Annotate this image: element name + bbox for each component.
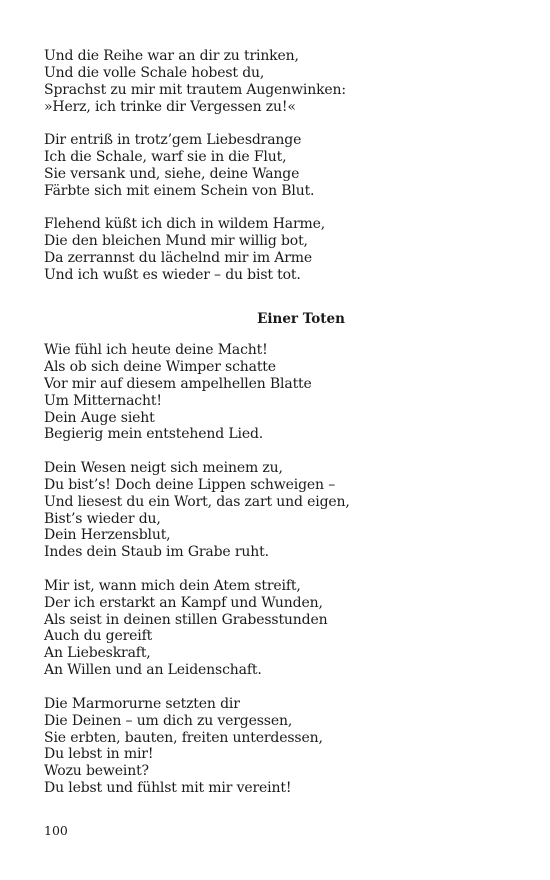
verse-line: Du lebst und fühlst mit mir vereint! bbox=[44, 780, 292, 797]
verse-line: Dir entriß in trotz’gem Liebesdrange bbox=[44, 132, 302, 149]
verse-line: Und ich wußt es wieder – du bist tot. bbox=[44, 266, 301, 283]
verse-line: Der ich erstarkt an Kampf und Wunden, bbox=[44, 594, 323, 611]
verse-line: Dein Auge sieht bbox=[44, 409, 155, 426]
verse-line: Und die Reihe war an dir zu trinken, bbox=[44, 48, 299, 64]
verse-line: An Willen und an Leidenschaft. bbox=[44, 662, 262, 679]
verse-line: Wozu beweint? bbox=[44, 763, 149, 780]
verse-line: Auch du gereift bbox=[44, 628, 153, 645]
verse-line: An Liebeskraft, bbox=[44, 645, 151, 662]
verse-line: Begierig mein entstehend Lied. bbox=[44, 426, 264, 443]
stanza-5 bbox=[44, 460, 514, 561]
verse-line: Du bist’s! Doch deine Lippen schweigen – bbox=[44, 476, 336, 493]
verse-line: Bist’s wieder du, bbox=[44, 510, 161, 527]
verse-line: Vor mir auf diesem ampelhellen Blatte bbox=[44, 375, 312, 392]
verse-line: Die Deinen – um dich zu vergessen, bbox=[44, 712, 293, 729]
verse-line: Mir ist, wann mich dein Atem streift, bbox=[44, 577, 301, 594]
verse-line: Und die volle Schale hobest du, bbox=[44, 64, 265, 81]
verse-line: Färbte sich mit einem Schein von Blut. bbox=[44, 182, 315, 199]
verse-line: Dein Herzensblut, bbox=[44, 527, 171, 544]
stanza-1 bbox=[44, 48, 514, 116]
stanza-3 bbox=[44, 216, 514, 284]
verse-line: »Herz, ich trinke dir Vergessen zu!« bbox=[44, 98, 296, 115]
stanza-7 bbox=[44, 696, 514, 797]
verse-line: Sie erbten, bauten, freiten unterdessen, bbox=[44, 729, 323, 746]
book-page bbox=[44, 48, 514, 814]
stanza-4 bbox=[44, 342, 514, 443]
verse-line: Als ob sich deine Wimper schatte bbox=[44, 358, 276, 375]
page-number: 100 bbox=[44, 823, 68, 838]
verse-line: Indes dein Staub im Grabe ruht. bbox=[44, 544, 269, 561]
verse-line: Ich die Schale, warf sie in die Flut, bbox=[44, 149, 287, 166]
verse-line: Die Marmorurne setzten dir bbox=[44, 695, 240, 712]
verse-line: Und liesest du ein Wort, das zart und eigen, bbox=[44, 493, 350, 510]
stanza-6 bbox=[44, 578, 514, 679]
verse-line: Wie fühl ich heute deine Macht! bbox=[44, 341, 268, 358]
verse-line: Um Mitternacht! bbox=[44, 392, 162, 409]
verse-line: Flehend küßt ich dich in wildem Harme, bbox=[44, 216, 326, 233]
poem-title: Einer Toten bbox=[257, 310, 345, 327]
verse-line: Da zerrannst du lächelnd mir im Arme bbox=[44, 250, 313, 267]
verse-line: Als seist in deinen stillen Grabesstunden bbox=[44, 611, 328, 628]
verse-line: Die den bleichen Mund mir willig bot, bbox=[44, 233, 308, 250]
verse-line: Sprachst zu mir mit trautem Augenwinken: bbox=[44, 81, 346, 98]
verse-line: Sie versank und, siehe, deine Wange bbox=[44, 165, 300, 182]
verse-line: Du lebst in mir! bbox=[44, 746, 154, 763]
stanza-2 bbox=[44, 132, 514, 200]
verse-line: Dein Wesen neigt sich meinem zu, bbox=[44, 459, 283, 476]
